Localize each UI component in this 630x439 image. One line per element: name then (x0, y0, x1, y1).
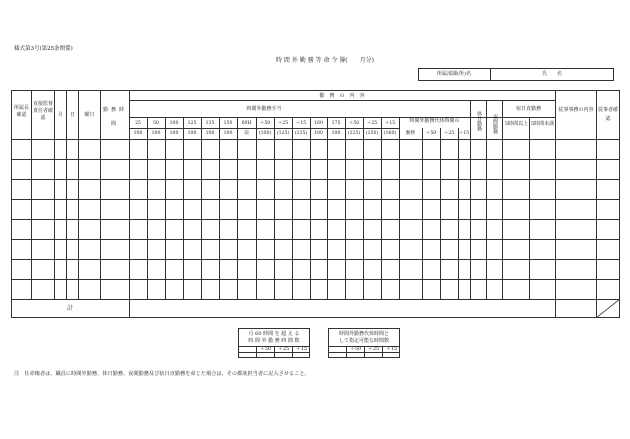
summary-right-col-3: ＋15 (385, 346, 398, 352)
substitute-sub-header: ＋25 (443, 131, 455, 136)
summary-left-title-1: 月 60 時間 を 超 え る (248, 331, 300, 337)
rate-bottom-label: (160) (383, 131, 397, 136)
rate-top-label: 25 (135, 121, 141, 126)
name-label: 氏 名 (541, 71, 562, 77)
column-line (529, 117, 530, 299)
substitute-sub-header: 勤務 (405, 131, 416, 136)
summary-right-col-2: ＋25 (367, 346, 380, 352)
column-line (440, 128, 441, 299)
column-line (399, 117, 400, 299)
group-bracket-line (237, 117, 238, 299)
summary-left-col-2: ＋25 (277, 346, 290, 352)
column-line (470, 100, 471, 299)
column-line (256, 117, 257, 299)
column-line (274, 117, 275, 299)
holiday-work-header: 休日勤務 (476, 111, 482, 131)
content-header: 従事事務の内容 (558, 107, 594, 113)
rate-top-label: 60H (241, 121, 252, 126)
rate-top-label: ＋50 (259, 121, 271, 126)
rate-bottom-label: (125) (276, 131, 290, 136)
rate-top-label: 100 (169, 121, 179, 126)
fraction-line (295, 128, 307, 129)
supervisor-header: 直接監督責任者確認 (32, 101, 53, 121)
page-title: 時 間 外 勤 務 等 命 令 簿( 月分) (276, 57, 374, 64)
rate-top-label: 135 (205, 121, 215, 126)
fraction-line (259, 128, 271, 129)
fraction-line (313, 128, 324, 129)
fraction-line (204, 128, 216, 129)
rate-bottom-label: 前 (244, 131, 249, 136)
form-label: 様式第3号(第25条関係) (14, 46, 73, 52)
dept-chief-header: 所属長確認 (13, 105, 29, 118)
rate-top-label: 125 (187, 121, 197, 126)
column-line (363, 117, 364, 299)
column-line (422, 128, 423, 299)
rate-top-label: 150 (223, 121, 233, 126)
work-time-header: 勤務時間 (102, 107, 127, 127)
column-line (381, 117, 382, 299)
column-line (165, 117, 166, 299)
overnight-duty-header: 宿日直勤務 (515, 106, 541, 112)
fraction-line (168, 128, 180, 129)
fraction-line (348, 128, 360, 129)
diagonal-mark (596, 299, 620, 318)
fraction-line (132, 128, 144, 129)
summary-left-col-1: ＋50 (259, 346, 272, 352)
rate-bottom-label: 100 (223, 131, 233, 136)
fraction-line (384, 128, 396, 129)
column-line (327, 117, 328, 299)
rate-bottom-label: 100 (314, 131, 323, 136)
rate-bottom-label: 100 (169, 131, 179, 136)
fraction-line (150, 128, 162, 129)
rate-top-label: ＋25 (366, 121, 378, 126)
total-label: 計 (66, 305, 73, 312)
column-line (219, 117, 220, 299)
column-line (183, 117, 184, 299)
dept-label: 所属部課(所)名 (437, 71, 471, 77)
rate-bottom-label: (150) (365, 131, 379, 136)
night-duty-header: 夜間勤務 (492, 114, 498, 134)
footnote: 注 任命権者は、職員に時間外勤務、休日勤務、夜間勤務及び宿日直勤務を命じた場合は、その都度担当者に記入させること。 (14, 371, 310, 377)
fraction-line (277, 128, 289, 129)
column-line (201, 117, 202, 299)
rate-top-label: ＋15 (384, 121, 396, 126)
rate-bottom-label: 100 (151, 131, 161, 136)
rate-top-label: 175 (331, 121, 341, 126)
column-line (147, 117, 148, 299)
fraction-line (366, 128, 378, 129)
column-line (292, 117, 293, 299)
substitute-rest-header: 時間外勤務代休時間の (409, 118, 460, 124)
summary-left-title-2: 時 間 外 勤 務 時 間 数 (248, 338, 300, 344)
rate-top-label: ＋15 (295, 121, 307, 126)
rate-bottom-label: 100 (133, 131, 143, 136)
fraction-line (186, 128, 198, 129)
column-line (458, 128, 459, 299)
overtime-pay-header: 時間外勤務手当 (246, 106, 282, 112)
work-content-header: 勤 務 の 内 容 (319, 93, 365, 99)
rate-top-label: ＋25 (277, 121, 289, 126)
summary-right-title-2: して指定可能な時間数 (338, 338, 389, 344)
rate-bottom-label: (125) (347, 131, 361, 136)
overnight-under5-header: 5時間未満 (530, 121, 555, 127)
column-line (310, 117, 311, 299)
day-header: 日 (69, 112, 75, 118)
fraction-line (222, 128, 234, 129)
confirm-header: 従事者確認 (597, 107, 618, 122)
column-line (502, 100, 503, 299)
fraction-line (330, 128, 342, 129)
rate-top-label: 160 (314, 121, 323, 126)
summary-left-col-3: ＋15 (295, 346, 308, 352)
rate-bottom-label: 100 (187, 131, 197, 136)
summary-right-title-1: 時間外勤務代休時間と (338, 331, 389, 337)
column-line (486, 100, 487, 299)
month-header: 月 (57, 112, 63, 118)
rate-bottom-label: 100 (205, 131, 215, 136)
rate-bottom-label: 100 (331, 131, 341, 136)
rate-top-label: 50 (153, 121, 159, 126)
rate-bottom-label: (135) (294, 131, 308, 136)
rate-bottom-label: (100) (258, 131, 272, 136)
fraction-line (240, 128, 253, 129)
overnight-over5-header: 5時間以上 (504, 121, 529, 127)
substitute-sub-header: ＋50 (425, 131, 437, 136)
substitute-sub-header: ＋15 (458, 131, 470, 136)
weekday-header: 曜日 (84, 112, 95, 118)
rate-top-label: ＋50 (348, 121, 360, 126)
summary-right-col-1: ＋50 (349, 346, 362, 352)
column-line (345, 117, 346, 299)
